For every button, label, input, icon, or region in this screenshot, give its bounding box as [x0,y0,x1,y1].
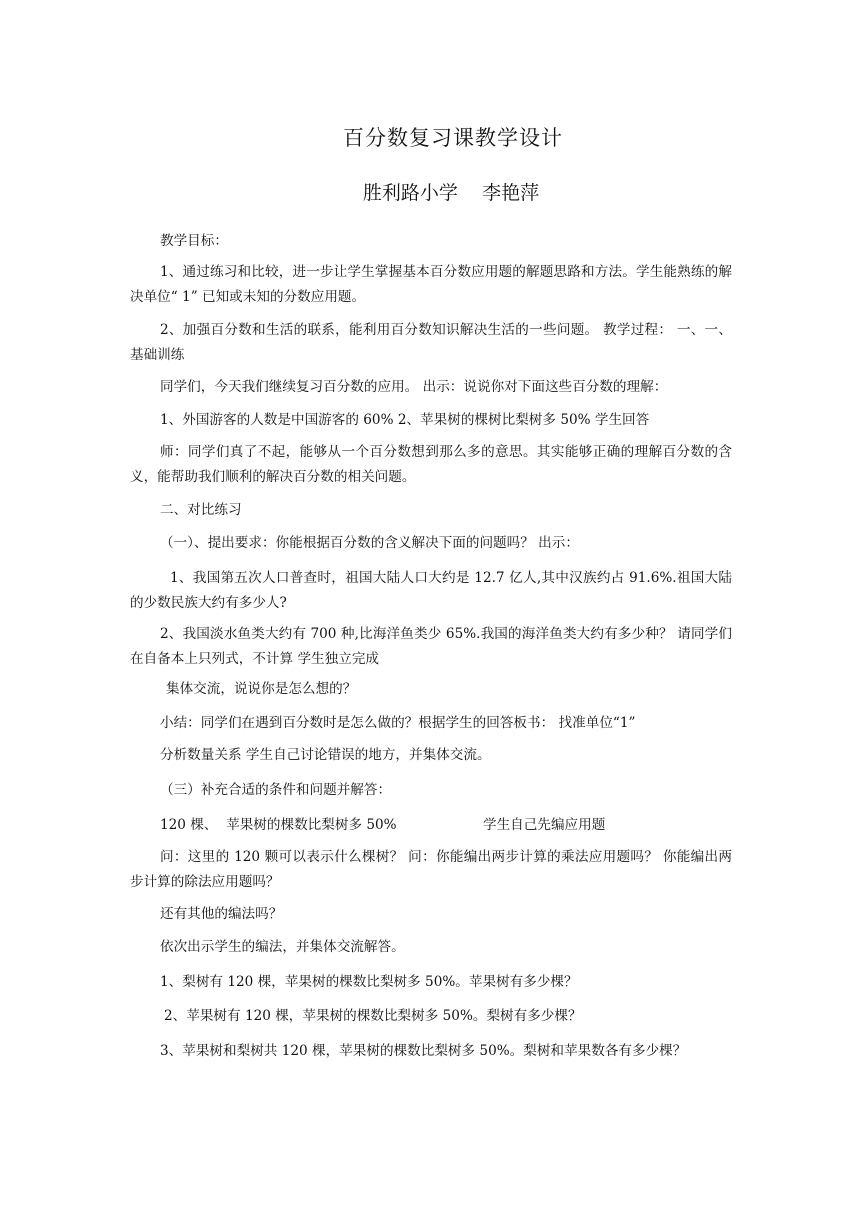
paragraph: 同学们，今天我们继续复习百分数的应用。 出示：说说你对下面这些百分数的理解： [160,379,668,395]
paragraph: （一）、提出要求：你能根据百分数的含义解决下面的问题吗？ 出示： [160,535,579,551]
paragraph: 1、外国游客的人数是中国游客的 60% 2、苹果树的棵树比梨树多 50% 学生回答 [160,412,650,428]
paragraph: （三）补充合适的条件和问题并解答： [160,782,392,798]
paragraph: 师：同学们真了不起，能够从一个百分数想到那么多的意思。其实能够正确的理解百分数的含义，能帮助我们顺利的解决百分数的相关问题。 [130,444,732,485]
paragraph: 教学目标： [160,233,228,249]
paragraph: 1、梨树有 120 棵，苹果树的棵数比梨树多 50%。苹果树有多少棵？ [160,974,578,990]
document-title: 百分数复习课教学设计 [343,126,563,150]
paragraph: 1、通过练习和比较，进一步让学生掌握基本百分数应用题的解题思路和方法。学生能熟练的解决单位“ 1” 已知或未知的分数应用题。 [130,264,732,305]
paragraph: 2、苹果树有 120 棵，苹果树的棵数比梨树多 50%。梨树有多少棵？ [164,1008,582,1024]
paragraph: 3、苹果树和梨树共 120 棵，苹果树的棵数比梨树多 50%。梨树和苹果数各有多少棵？ [160,1043,687,1059]
paragraph: 还有其他的编法吗？ [160,906,283,922]
paragraph: 问：这里的 120 颗可以表示什么棵树？ 问：你能编出两步计算的乘法应用题吗？ 你能编出两步计算的除法应用题吗？ [130,849,732,890]
paragraph: 依次出示学生的编法，并集体交流解答。 [160,939,405,955]
paragraph: 二、对比练习 [160,502,242,518]
paragraph: 小结：同学们在遇到百分数时是怎么做的？根据学生的回答板书： 找准单位“1” [160,715,636,731]
paragraph: 2、加强百分数和生活的联系，能利用百分数知识解决生活的一些问题。 教学过程： 一、一、基础训练 [130,322,732,363]
document-subtitle: 胜利路小学 李艳萍 [362,182,540,204]
paragraph: 1、我国第五次人口普查时，祖国大陆人口大约是 12.7 亿人,其中汉族约占 91.6%.祖国大陆的少数民族大约有多少人? [130,570,732,611]
paragraph: 集体交流，说说你是怎么想的？ [166,681,357,697]
paragraph: 2、我国淡水鱼类大约有 700 种,比海洋鱼类少 65%.我国的海洋鱼类大约有多少种？ 请同学们在自备本上只列式，不计算 学生独立完成 [130,626,732,667]
paragraph: 分析数量关系 学生自己讨论错误的地方，并集体交流。 [160,747,491,763]
paragraph: 120 棵、 苹果树的棵数比梨树多 50% 学生自己先编应用题 [160,817,606,833]
